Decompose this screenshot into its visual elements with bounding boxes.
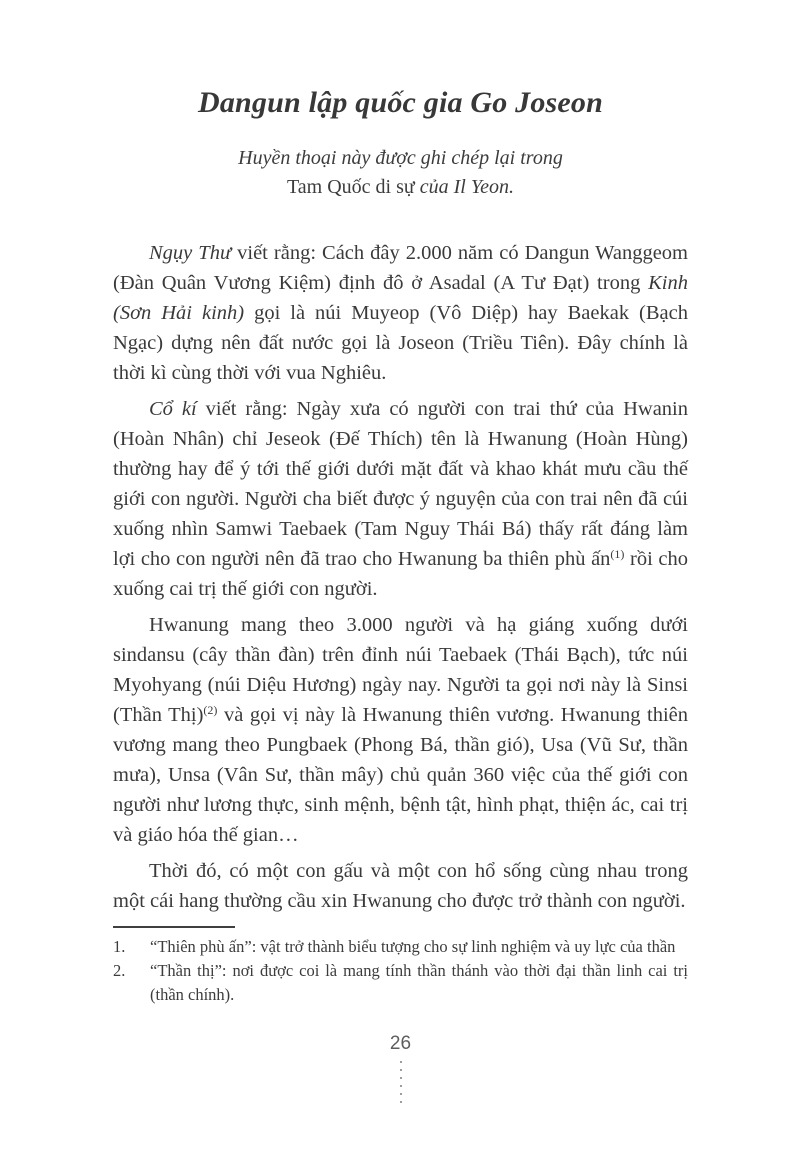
subtitle-line1: Huyền thoại này được ghi chép lại trong bbox=[238, 147, 563, 169]
footnotes-section bbox=[113, 926, 688, 1007]
book-reference: Kinh (Sơn Hải kinh) bbox=[113, 272, 688, 324]
footnote-1 bbox=[113, 935, 688, 959]
chapter-subtitle bbox=[113, 144, 688, 202]
source-name: Cổ kí bbox=[149, 398, 197, 420]
paragraph-2: Cổ kí viết rằng: Ngày xưa có người con trai thứ của Hwanin (Hoàn Nhân) chỉ Jeseok (Đế Thích) tên là Hwanung (Hoàn Hùng) thường hay để ý tới thế giới dưới mặt đất và khao khát mưu cầu thế giới con người. Người cha biết được ý nguyện của con trai nên đã cúi xuống nhìn Samwi Taebaek (Tam Nguy Thái Bá) thấy rất đáng làm lợi cho con người nên đã trao cho Hwanung ba thiên phù ấn$^{(1)}$ rồi cho xuống cai trị thế giới con người. bbox=[113, 398, 689, 600]
footnote-reference-1: (1) bbox=[610, 547, 625, 561]
footnote-text: “Thiên phù ấn”: vật trở thành biểu tượng cho sự linh nghiệm và uy lực của thần bbox=[150, 937, 676, 956]
subtitle-author: của Il Yeon. bbox=[414, 176, 515, 198]
footnote-number: 1. bbox=[113, 937, 126, 956]
page-number: 26 bbox=[389, 1033, 412, 1054]
footnote-separator-rule bbox=[113, 926, 235, 928]
footnote-text: “Thần thị”: nơi được coi là mang tính thần thánh vào thời đại thần linh cai trị (thần chính). bbox=[150, 961, 688, 1004]
paragraph-4: Thời đó, có một con gấu và một con hổ sống cùng nhau trong một cái hang thường cầu xin Hwanung cho được trở thành con người. bbox=[113, 860, 688, 912]
paragraph-1: Ngụy Thư viết rằng: Cách đây 2.000 năm có Dangun Wanggeom (Đàn Quân Vương Kiệm) định đô ở Asadal (A Tư Đạt) trong Kinh (Sơn Hải kinh) gọi là núi Muyeop (Vô Diệp) hay Baekak (Bạch Ngạc) dựng nên đất nước gọi là Joseon (Triều Tiên). Đây chính là thời kì cùng thời với vua Nghiêu. bbox=[113, 242, 689, 384]
footnote-reference-2: (2) bbox=[203, 703, 218, 717]
chapter-title: Dangun lập quốc gia Go Joseon bbox=[197, 86, 604, 119]
subtitle-book-title: Tam Quốc di sự bbox=[286, 176, 415, 198]
paragraph-3: Hwanung mang theo 3.000 người và hạ giáng xuống dưới sindansu (cây thần đàn) trên đỉnh núi Taebaek (Thái Bạch), tức núi Myohyang (núi Diệu Hương) ngày nay. Người ta gọi nơi này là Sinsi (Thần Thị)$^{(2)}$ và gọi vị này là Hwanung thiên vương. Hwanung thiên vương mang theo Pungbaek (Phong Bá, thần gió), Usa (Vũ Sư, thần mưa), Unsa (Vân Sư, thần mây) chủ quản 360 việc của thế giới con người như lương thực, sinh mệnh, bệnh tật, hình phạt, thiện ác, cai trị và giáo hóa thế gian… bbox=[113, 614, 688, 846]
body-text bbox=[113, 238, 688, 916]
footnote-2 bbox=[113, 959, 688, 1007]
dotted-line-ornament bbox=[400, 1061, 402, 1103]
source-name: Ngụy Thư bbox=[149, 242, 232, 264]
footnote-number: 2. bbox=[113, 961, 126, 980]
page-footer bbox=[113, 1033, 688, 1103]
